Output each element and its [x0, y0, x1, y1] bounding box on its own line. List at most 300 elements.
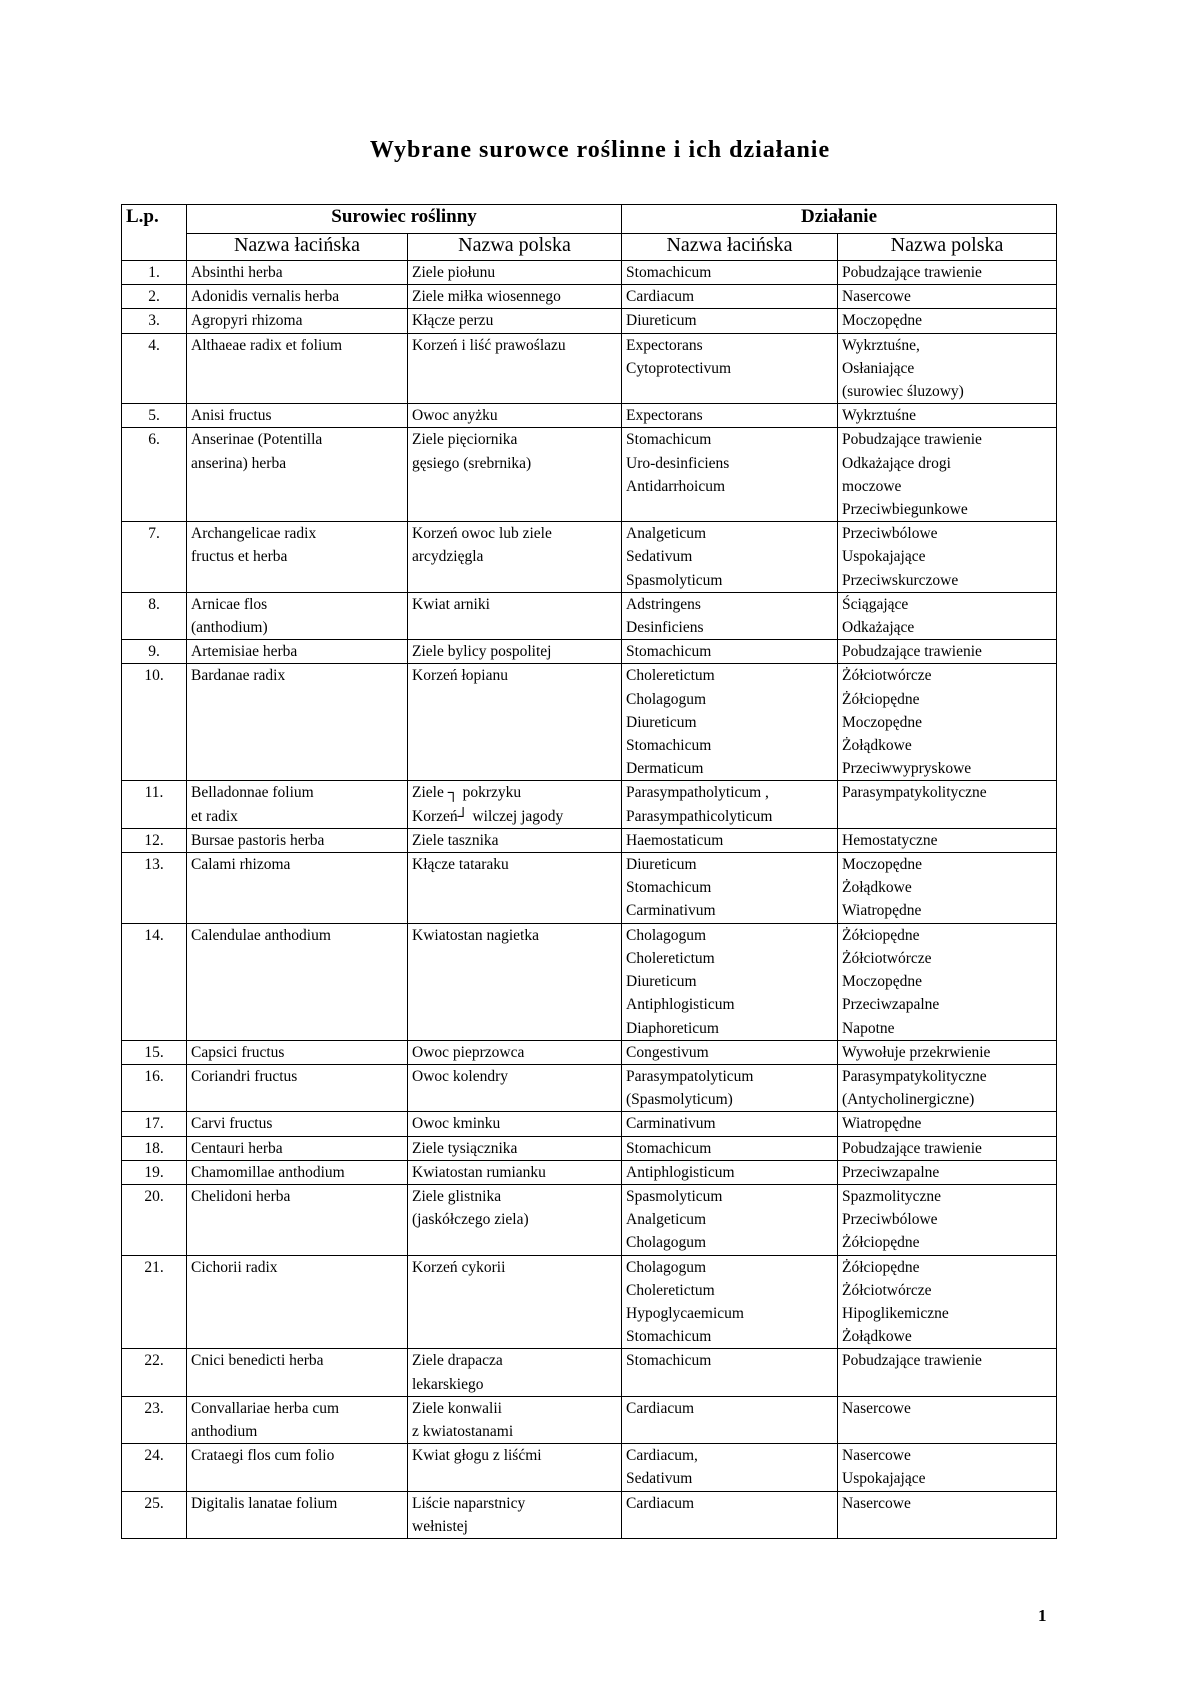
cell-line: arcydzięgla	[412, 548, 484, 566]
cell-line: Diureticum	[626, 973, 697, 991]
polish-name-cell	[408, 261, 622, 285]
polish-name-cell	[408, 664, 622, 781]
cell-line: Żołądkowe	[842, 879, 912, 897]
action-latin-cell	[622, 1184, 838, 1255]
polish-name-cell	[408, 1160, 622, 1184]
cell-line: Stomachicum	[626, 1139, 712, 1157]
cell-line: Haemostaticum	[626, 831, 724, 849]
action-latin-cell	[622, 1396, 838, 1443]
cell-line: Convallariae herba cum	[191, 1399, 340, 1417]
row-number-cell: 17.	[122, 1112, 187, 1136]
herbal-table	[121, 204, 1057, 1539]
row-number-cell: 2.	[122, 285, 187, 309]
latin-name-cell	[187, 522, 408, 593]
cell-line: Digitalis lanatae folium	[191, 1494, 338, 1512]
action-polish-cell	[838, 592, 1057, 639]
cell-line: Stomachicum	[626, 264, 712, 281]
cell-line: Cichorii radix	[191, 1258, 278, 1276]
latin-name-cell	[187, 853, 408, 924]
row-number-cell: 3.	[122, 309, 187, 333]
cell-line: Wiatropędne	[842, 902, 922, 920]
row-number-cell: 6.	[122, 428, 187, 522]
header-lp: L.p.	[122, 205, 187, 261]
polish-name-cell	[408, 522, 622, 593]
cell-line: Parasympatykolityczne	[842, 784, 987, 802]
action-latin-cell	[622, 285, 838, 309]
cell-line: Stomachicum	[626, 1352, 712, 1370]
cell-line: Ziele glistnika	[412, 1187, 502, 1205]
cell-line: Ziele piołunu	[412, 264, 496, 281]
polish-name-cell	[408, 333, 622, 404]
action-polish-cell	[838, 404, 1057, 428]
polish-name-cell	[408, 1349, 622, 1396]
cell-line: Ziele tysiącznika	[412, 1139, 518, 1157]
table-row	[122, 1255, 1057, 1349]
cell-line: Carvi fructus	[191, 1115, 273, 1133]
cell-line: Żółciotwórcze	[842, 667, 932, 685]
table-row	[122, 1349, 1057, 1396]
cell-line: Ziele drapacza	[412, 1352, 503, 1370]
header-latin-name: Nazwa łacińska	[187, 234, 408, 261]
action-polish-cell	[838, 1491, 1057, 1538]
row-number-cell: 25.	[122, 1491, 187, 1538]
cell-line: Przeciwbólowe	[842, 525, 938, 543]
action-polish-cell	[838, 261, 1057, 285]
action-polish-cell	[838, 309, 1057, 333]
cell-line: Owoc anyżku	[412, 407, 498, 425]
table-row	[122, 1112, 1057, 1136]
cell-line: Diureticum	[626, 856, 697, 874]
cell-line: Żółciotwórcze	[842, 1281, 932, 1299]
cell-line: Artemisiae herba	[191, 643, 298, 661]
action-latin-cell	[622, 923, 838, 1040]
row-number-cell: 18.	[122, 1136, 187, 1160]
cell-line: Antidarrhoicum	[626, 477, 726, 495]
cell-line: z kwiatostanami	[412, 1422, 514, 1440]
header-action-polish: Nazwa polska	[838, 234, 1057, 261]
cell-line: fructus et herba	[191, 548, 288, 566]
latin-name-cell	[187, 404, 408, 428]
table-row	[122, 828, 1057, 852]
cell-line: Owoc kminku	[412, 1115, 501, 1133]
cell-line: Carminativum	[626, 902, 716, 920]
row-number-cell: 5.	[122, 404, 187, 428]
cell-line: Nasercowe	[842, 1494, 911, 1512]
cell-line: Moczopędne	[842, 713, 923, 731]
cell-line: Osłaniające	[842, 359, 915, 377]
cell-line: Antiphlogisticum	[626, 1163, 735, 1181]
cell-line: Ziele tasznika	[412, 831, 499, 849]
cell-line: Odkażające drogi	[842, 454, 951, 472]
cell-line: Nasercowe	[842, 1447, 911, 1465]
cell-line: Przeciwzapalne	[842, 996, 940, 1014]
cell-line: Expectorans	[626, 336, 703, 354]
polish-name-cell	[408, 1136, 622, 1160]
cell-line: Stomachicum	[626, 737, 712, 755]
cell-line: Sedativum	[626, 1470, 693, 1488]
latin-name-cell	[187, 1160, 408, 1184]
latin-name-cell	[187, 1112, 408, 1136]
cell-line: Diureticum	[626, 713, 697, 731]
cell-line: Expectorans	[626, 407, 703, 425]
table-row	[122, 1184, 1057, 1255]
action-latin-cell	[622, 1349, 838, 1396]
cell-line: Moczopędne	[842, 973, 923, 991]
table-row	[122, 1064, 1057, 1111]
cell-line: Odkażające	[842, 619, 915, 637]
cell-line: gęsiego (srebrnika)	[412, 454, 532, 472]
table-row	[122, 640, 1057, 664]
action-latin-cell	[622, 1040, 838, 1064]
cell-line: anserina) herba	[191, 454, 287, 472]
cell-line: Żółciopędne	[842, 690, 920, 708]
action-latin-cell	[622, 1112, 838, 1136]
cell-line: Kwiatostan rumianku	[412, 1163, 546, 1181]
cell-line: Cholagogum	[626, 926, 707, 944]
action-latin-cell	[622, 664, 838, 781]
latin-name-cell	[187, 640, 408, 664]
page-number: 1	[1038, 1606, 1047, 1625]
polish-name-cell	[408, 923, 622, 1040]
cell-line: Nasercowe	[842, 288, 911, 306]
cell-line: Pobudzające trawienie	[842, 264, 982, 281]
row-number-cell: 11.	[122, 781, 187, 828]
action-polish-cell	[838, 1040, 1057, 1064]
cell-line: Coriandri fructus	[191, 1067, 298, 1085]
cell-line: Archangelicae radix	[191, 525, 317, 543]
latin-name-cell	[187, 1040, 408, 1064]
cell-line: Belladonnae folium	[191, 784, 314, 802]
action-polish-cell	[838, 1255, 1057, 1349]
latin-name-cell	[187, 1064, 408, 1111]
cell-line: Korzeń┘ wilczej jagody	[412, 807, 564, 825]
row-number-cell: 20.	[122, 1184, 187, 1255]
row-number-cell: 8.	[122, 592, 187, 639]
cell-line: Nasercowe	[842, 1399, 911, 1417]
polish-name-cell	[408, 285, 622, 309]
polish-name-cell	[408, 592, 622, 639]
action-polish-cell	[838, 1444, 1057, 1491]
cell-line: Absinthi herba	[191, 264, 283, 281]
latin-name-cell	[187, 1444, 408, 1491]
table-row	[122, 333, 1057, 404]
row-number-cell: 7.	[122, 522, 187, 593]
table-row	[122, 428, 1057, 522]
action-latin-cell	[622, 828, 838, 852]
cell-line: Dermaticum	[626, 760, 704, 778]
latin-name-cell	[187, 285, 408, 309]
cell-line: Hemostatyczne	[842, 831, 938, 849]
cell-line: Antiphlogisticum	[626, 996, 735, 1014]
cell-line: (Spasmolyticum)	[626, 1091, 733, 1109]
table-row	[122, 1160, 1057, 1184]
latin-name-cell	[187, 1255, 408, 1349]
cell-line: Korzeń i liść prawoślazu	[412, 336, 566, 354]
cell-line: Cardiacum	[626, 288, 695, 306]
action-latin-cell	[622, 853, 838, 924]
cell-line: Korzeń łopianu	[412, 667, 508, 685]
row-number-cell: 19.	[122, 1160, 187, 1184]
cell-line: Korzeń owoc lub ziele	[412, 525, 552, 543]
cell-line: (surowiec śluzowy)	[842, 383, 964, 401]
latin-name-cell	[187, 1136, 408, 1160]
action-latin-cell	[622, 1444, 838, 1491]
cell-line: et radix	[191, 807, 238, 825]
cell-line: Przeciwzapalne	[842, 1163, 940, 1181]
cell-line: Parasympatholyticum ,	[626, 784, 769, 802]
cell-line: Calendulae anthodium	[191, 926, 331, 944]
page-title: Wybrane surowce roślinne i ich działanie	[369, 137, 831, 163]
latin-name-cell	[187, 309, 408, 333]
cell-line: Spasmolyticum	[626, 571, 723, 589]
header-polish-name: Nazwa polska	[408, 234, 622, 261]
action-polish-cell	[838, 333, 1057, 404]
polish-name-cell	[408, 640, 622, 664]
header-group-row	[122, 205, 1057, 234]
cell-line: Korzeń cykorii	[412, 1258, 506, 1276]
polish-name-cell	[408, 781, 622, 828]
cell-line: Przeciwbiegunkowe	[842, 501, 968, 519]
header-action: Działanie	[622, 205, 1057, 234]
cell-line: Cholagogum	[626, 1258, 707, 1276]
latin-name-cell	[187, 664, 408, 781]
table-row	[122, 664, 1057, 781]
cell-line: Wiatropędne	[842, 1115, 922, 1133]
cell-line: Pobudzające trawienie	[842, 643, 982, 661]
cell-line: Cholagogum	[626, 1234, 707, 1252]
action-latin-cell	[622, 592, 838, 639]
cell-line: Wywołuje przekrwienie	[842, 1043, 991, 1061]
cell-line: Ziele bylicy pospolitej	[412, 643, 552, 661]
action-latin-cell	[622, 404, 838, 428]
table-row	[122, 522, 1057, 593]
cell-line: Żołądkowe	[842, 1328, 912, 1346]
cell-line: Analgeticum	[626, 1211, 707, 1229]
cell-line: Owoc kolendry	[412, 1067, 508, 1085]
cell-line: Ziele miłka wiosennego	[412, 288, 561, 306]
polish-name-cell	[408, 428, 622, 522]
row-number-cell: 15.	[122, 1040, 187, 1064]
cell-line: Kwiatostan nagietka	[412, 926, 539, 944]
cell-line: Parasympatykolityczne	[842, 1067, 987, 1085]
cell-line: Żołądkowe	[842, 737, 912, 755]
cell-line: Żółciopędne	[842, 1258, 920, 1276]
cell-line: Chelidoni herba	[191, 1187, 291, 1205]
row-number-cell: 16.	[122, 1064, 187, 1111]
latin-name-cell	[187, 428, 408, 522]
action-latin-cell	[622, 309, 838, 333]
action-latin-cell	[622, 261, 838, 285]
latin-name-cell	[187, 828, 408, 852]
cell-line: Cardiacum	[626, 1399, 695, 1417]
table-row	[122, 1136, 1057, 1160]
cell-line: Crataegi flos cum folio	[191, 1447, 335, 1465]
cell-line: Parasympatolyticum	[626, 1067, 754, 1085]
cell-line: moczowe	[842, 477, 902, 495]
cell-line: Stomachicum	[626, 643, 712, 661]
cell-line: Ziele konwalii	[412, 1399, 502, 1417]
table-row	[122, 285, 1057, 309]
latin-name-cell	[187, 333, 408, 404]
cell-line: wełnistej	[412, 1517, 468, 1535]
cell-line: Carminativum	[626, 1115, 716, 1133]
cell-line: (anthodium)	[191, 619, 268, 637]
cell-line: Uspokajające	[842, 1470, 926, 1488]
cell-line: Cytoprotectivum	[626, 359, 732, 377]
cell-line: Żółciotwórcze	[842, 949, 932, 967]
cell-line: Centauri herba	[191, 1139, 283, 1157]
action-latin-cell	[622, 781, 838, 828]
polish-name-cell	[408, 1112, 622, 1136]
cell-line: Uro-desinficiens	[626, 454, 730, 472]
action-latin-cell	[622, 428, 838, 522]
row-number-cell: 22.	[122, 1349, 187, 1396]
cell-line: Parasympathicolyticum	[626, 807, 773, 825]
action-polish-cell	[838, 853, 1057, 924]
row-number-cell: 14.	[122, 923, 187, 1040]
latin-name-cell	[187, 1349, 408, 1396]
table-row	[122, 1396, 1057, 1443]
cell-line: lekarskiego	[412, 1375, 484, 1393]
cell-line: Stomachicum	[626, 431, 712, 449]
cell-line: Althaeae radix et folium	[191, 336, 343, 354]
table-row	[122, 592, 1057, 639]
row-number-cell: 24.	[122, 1444, 187, 1491]
cell-line: Ściągające	[842, 595, 909, 613]
row-number-cell: 9.	[122, 640, 187, 664]
action-polish-cell	[838, 1160, 1057, 1184]
action-latin-cell	[622, 333, 838, 404]
cell-line: Moczopędne	[842, 856, 923, 874]
polish-name-cell	[408, 404, 622, 428]
cell-line: Napotne	[842, 1019, 895, 1037]
row-number-cell: 12.	[122, 828, 187, 852]
latin-name-cell	[187, 592, 408, 639]
cell-line: Agropyri rhizoma	[191, 312, 303, 330]
action-polish-cell	[838, 1184, 1057, 1255]
cell-line: Diureticum	[626, 312, 697, 330]
action-polish-cell	[838, 828, 1057, 852]
table-row	[122, 1444, 1057, 1491]
cell-line: Spasmolyticum	[626, 1187, 723, 1205]
cell-line: Przeciwskurczowe	[842, 571, 959, 589]
table-row	[122, 1491, 1057, 1538]
cell-line: Liście naparstnicy	[412, 1494, 526, 1512]
cell-line: Anserinae (Potentilla	[191, 431, 323, 449]
cell-line: Stomachicum	[626, 1328, 712, 1346]
table-row	[122, 309, 1057, 333]
action-polish-cell	[838, 1112, 1057, 1136]
cell-line: Żółciopędne	[842, 1234, 920, 1252]
action-latin-cell	[622, 1255, 838, 1349]
polish-name-cell	[408, 309, 622, 333]
polish-name-cell	[408, 1064, 622, 1111]
cell-line: Chamomillae anthodium	[191, 1163, 345, 1181]
cell-line: Spazmolityczne	[842, 1187, 942, 1205]
cell-line: Stomachicum	[626, 879, 712, 897]
cell-line: Cardiacum,	[626, 1447, 698, 1465]
row-number-cell: 1.	[122, 261, 187, 285]
action-polish-cell	[838, 1349, 1057, 1396]
row-number-cell: 23.	[122, 1396, 187, 1443]
cell-line: Ziele ┐ pokrzyku	[412, 784, 522, 802]
cell-line: Bardanae radix	[191, 667, 286, 685]
action-latin-cell	[622, 1136, 838, 1160]
cell-line: Choleretictum	[626, 667, 715, 685]
action-polish-cell	[838, 640, 1057, 664]
action-polish-cell	[838, 1136, 1057, 1160]
row-number-cell: 13.	[122, 853, 187, 924]
row-number-cell: 4.	[122, 333, 187, 404]
action-polish-cell	[838, 923, 1057, 1040]
cell-line: Capsici fructus	[191, 1043, 285, 1061]
table-row	[122, 781, 1057, 828]
cell-line: Choleretictum	[626, 949, 715, 967]
polish-name-cell	[408, 828, 622, 852]
cell-line: Pobudzające trawienie	[842, 1352, 982, 1370]
latin-name-cell	[187, 923, 408, 1040]
action-polish-cell	[838, 1064, 1057, 1111]
cell-line: Przeciwbólowe	[842, 1211, 938, 1229]
latin-name-cell	[187, 1396, 408, 1443]
cell-line: anthodium	[191, 1422, 258, 1440]
polish-name-cell	[408, 1396, 622, 1443]
action-polish-cell	[838, 664, 1057, 781]
cell-line: Calami rhizoma	[191, 856, 291, 874]
polish-name-cell	[408, 1040, 622, 1064]
cell-line: Ziele pięciornika	[412, 431, 518, 449]
cell-line: Hypoglycaemicum	[626, 1304, 744, 1322]
cell-line: Desinficiens	[626, 619, 704, 637]
table-row	[122, 404, 1057, 428]
table-row	[122, 1040, 1057, 1064]
cell-line: Kłącze tataraku	[412, 856, 509, 874]
cell-line: Pobudzające trawienie	[842, 431, 982, 449]
action-latin-cell	[622, 640, 838, 664]
action-polish-cell	[838, 285, 1057, 309]
cell-line: Owoc pieprzowca	[412, 1043, 525, 1061]
header-raw-material: Surowiec roślinny	[187, 205, 622, 234]
cell-line: Wykrztuśne	[842, 407, 916, 425]
polish-name-cell	[408, 1444, 622, 1491]
cell-line: Kwiat arniki	[412, 595, 490, 613]
header-action-latin: Nazwa łacińska	[622, 234, 838, 261]
cell-line: Kwiat głogu z liśćmi	[412, 1447, 542, 1465]
action-latin-cell	[622, 1064, 838, 1111]
cell-line: Kłącze perzu	[412, 312, 494, 330]
polish-name-cell	[408, 1491, 622, 1538]
cell-line: Cholagogum	[626, 690, 707, 708]
latin-name-cell	[187, 781, 408, 828]
cell-line: (jaskółczego ziela)	[412, 1211, 529, 1229]
latin-name-cell	[187, 1491, 408, 1538]
row-number-cell: 21.	[122, 1255, 187, 1349]
latin-name-cell	[187, 261, 408, 285]
table-row	[122, 923, 1057, 1040]
cell-line: Moczopędne	[842, 312, 923, 330]
cell-line: Sedativum	[626, 548, 693, 566]
cell-line: Choleretictum	[626, 1281, 715, 1299]
polish-name-cell	[408, 853, 622, 924]
cell-line: Adstringens	[626, 595, 701, 613]
action-latin-cell	[622, 1160, 838, 1184]
cell-line: Analgeticum	[626, 525, 707, 543]
cell-line: Bursae pastoris herba	[191, 831, 325, 849]
cell-line: Uspokajające	[842, 548, 926, 566]
table-row	[122, 853, 1057, 924]
cell-line: Cardiacum	[626, 1494, 695, 1512]
action-polish-cell	[838, 781, 1057, 828]
